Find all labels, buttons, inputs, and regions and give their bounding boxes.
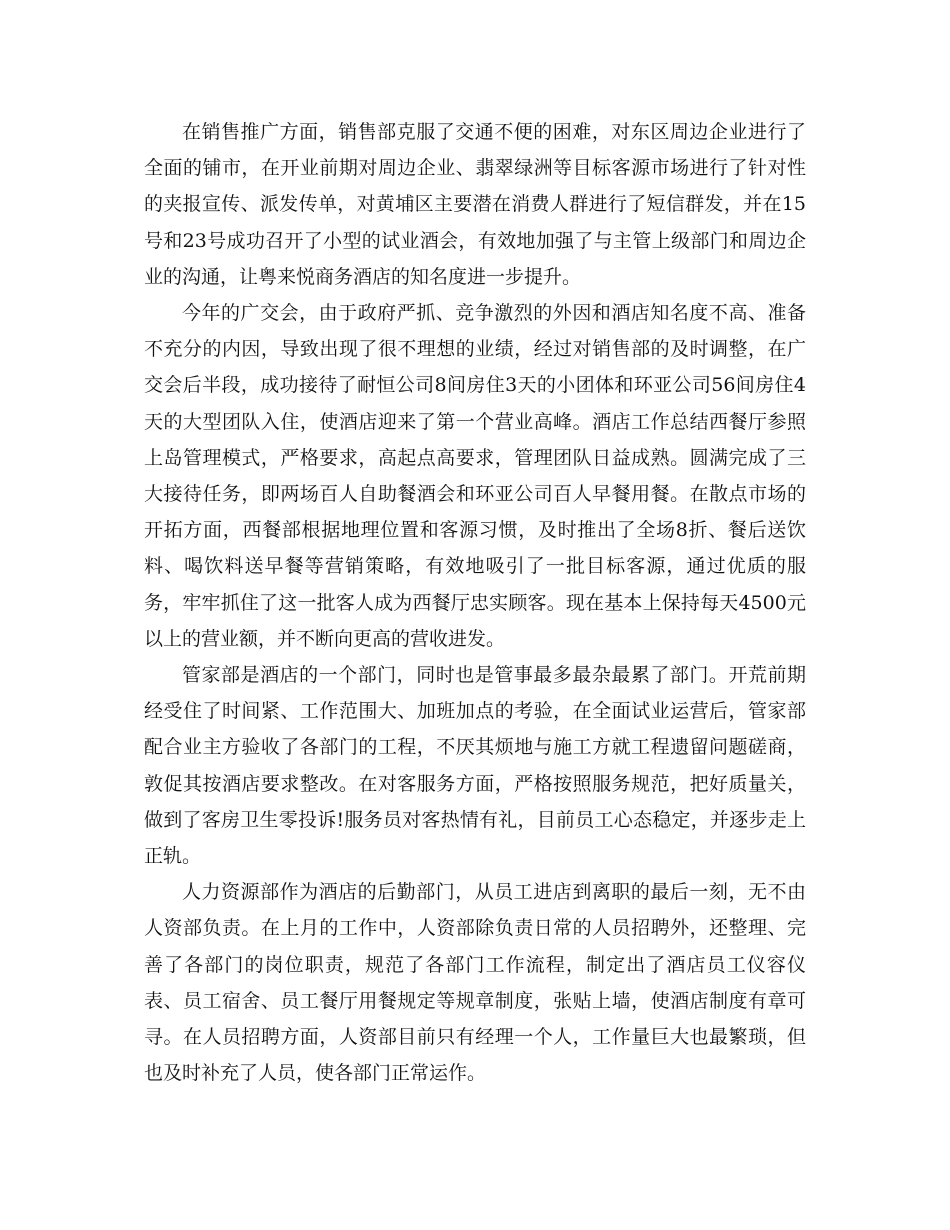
paragraph-human-resources: 人力资源部作为酒店的后勤部门，从员工进店到离职的最后一刻，无不由人资部负责。在上月的工作中，人资部除负责日常的人员招聘外，还整理、完善了各部门的岗位职责，规范了各部门工作流程，制定出了酒店员工仪容仪表、员工宿舍、员工餐厅用餐规定等规章制度，张贴上墙，使酒店制度有章可寻。在人员招聘方面，人资部目前只有经理一个人，工作量巨大也最繁琐，但也及时补充了人员，使各部门正常运作。 [144, 881, 806, 1085]
paragraph-sales-promotion: 在销售推广方面，销售部克服了交通不便的困难，对东区周边企业进行了全面的铺市，在开业前期对周边企业、翡翠绿洲等目标客源市场进行了针对性的夹报宣传、派发传单，对黄埔区主要潜在消费人群进行了短信群发，并在15号和23号成功召开了小型的试业酒会，有效地加强了与主管上级部门和周边企业的沟通，让粤来悦商务酒店的知名度进一步提升。 [144, 121, 806, 288]
document-page [144, 114, 806, 1091]
paragraph-housekeeping: 管家部是酒店的一个部门，同时也是管事最多最杂最累了部门。开荒前期经受住了时间紧、工作范围大、加班加点的考验，在全面试业运营后，管家部配合业主方验收了各部门的工程，不厌其烦地与施工方就工程遗留问题磋商，敦促其按酒店要求整改。在对客服务方面，严格按照服务规范，把好质量关，做到了客房卫生零投诉!服务员对客热情有礼，目前员工心态稳定，并逐步走上正轨。 [144, 664, 806, 868]
paragraph-canton-fair: 今年的广交会，由于政府严抓、竞争激烈的外因和酒店知名度不高、准备不充分的内因，导致出现了很不理想的业绩，经过对销售部的及时调整，在广交会后半段，成功接待了耐恒公司8间房住3天的小团体和环亚公司56间房住4天的大型团队入住，使酒店迎来了第一个营业高峰。酒店工作总结西餐厅参照上岛管理模式，严格要求，高起点高要求，管理团队日益成熟。圆满完成了三大接待任务，即两场百人自助餐酒会和环亚公司百人早餐用餐。在散点市场的开拓方面，西餐部根据地理位置和客源习惯，及时推出了全场8折、餐后送饮料、喝饮料送早餐等营销策略，有效地吸引了一批目标客源，通过优质的服务，牢牢抓住了这一批客人成为西餐厅忠实顾客。现在基本上保持每天4500元以上的营业额，并不断向更高的营收进发。 [144, 302, 806, 650]
